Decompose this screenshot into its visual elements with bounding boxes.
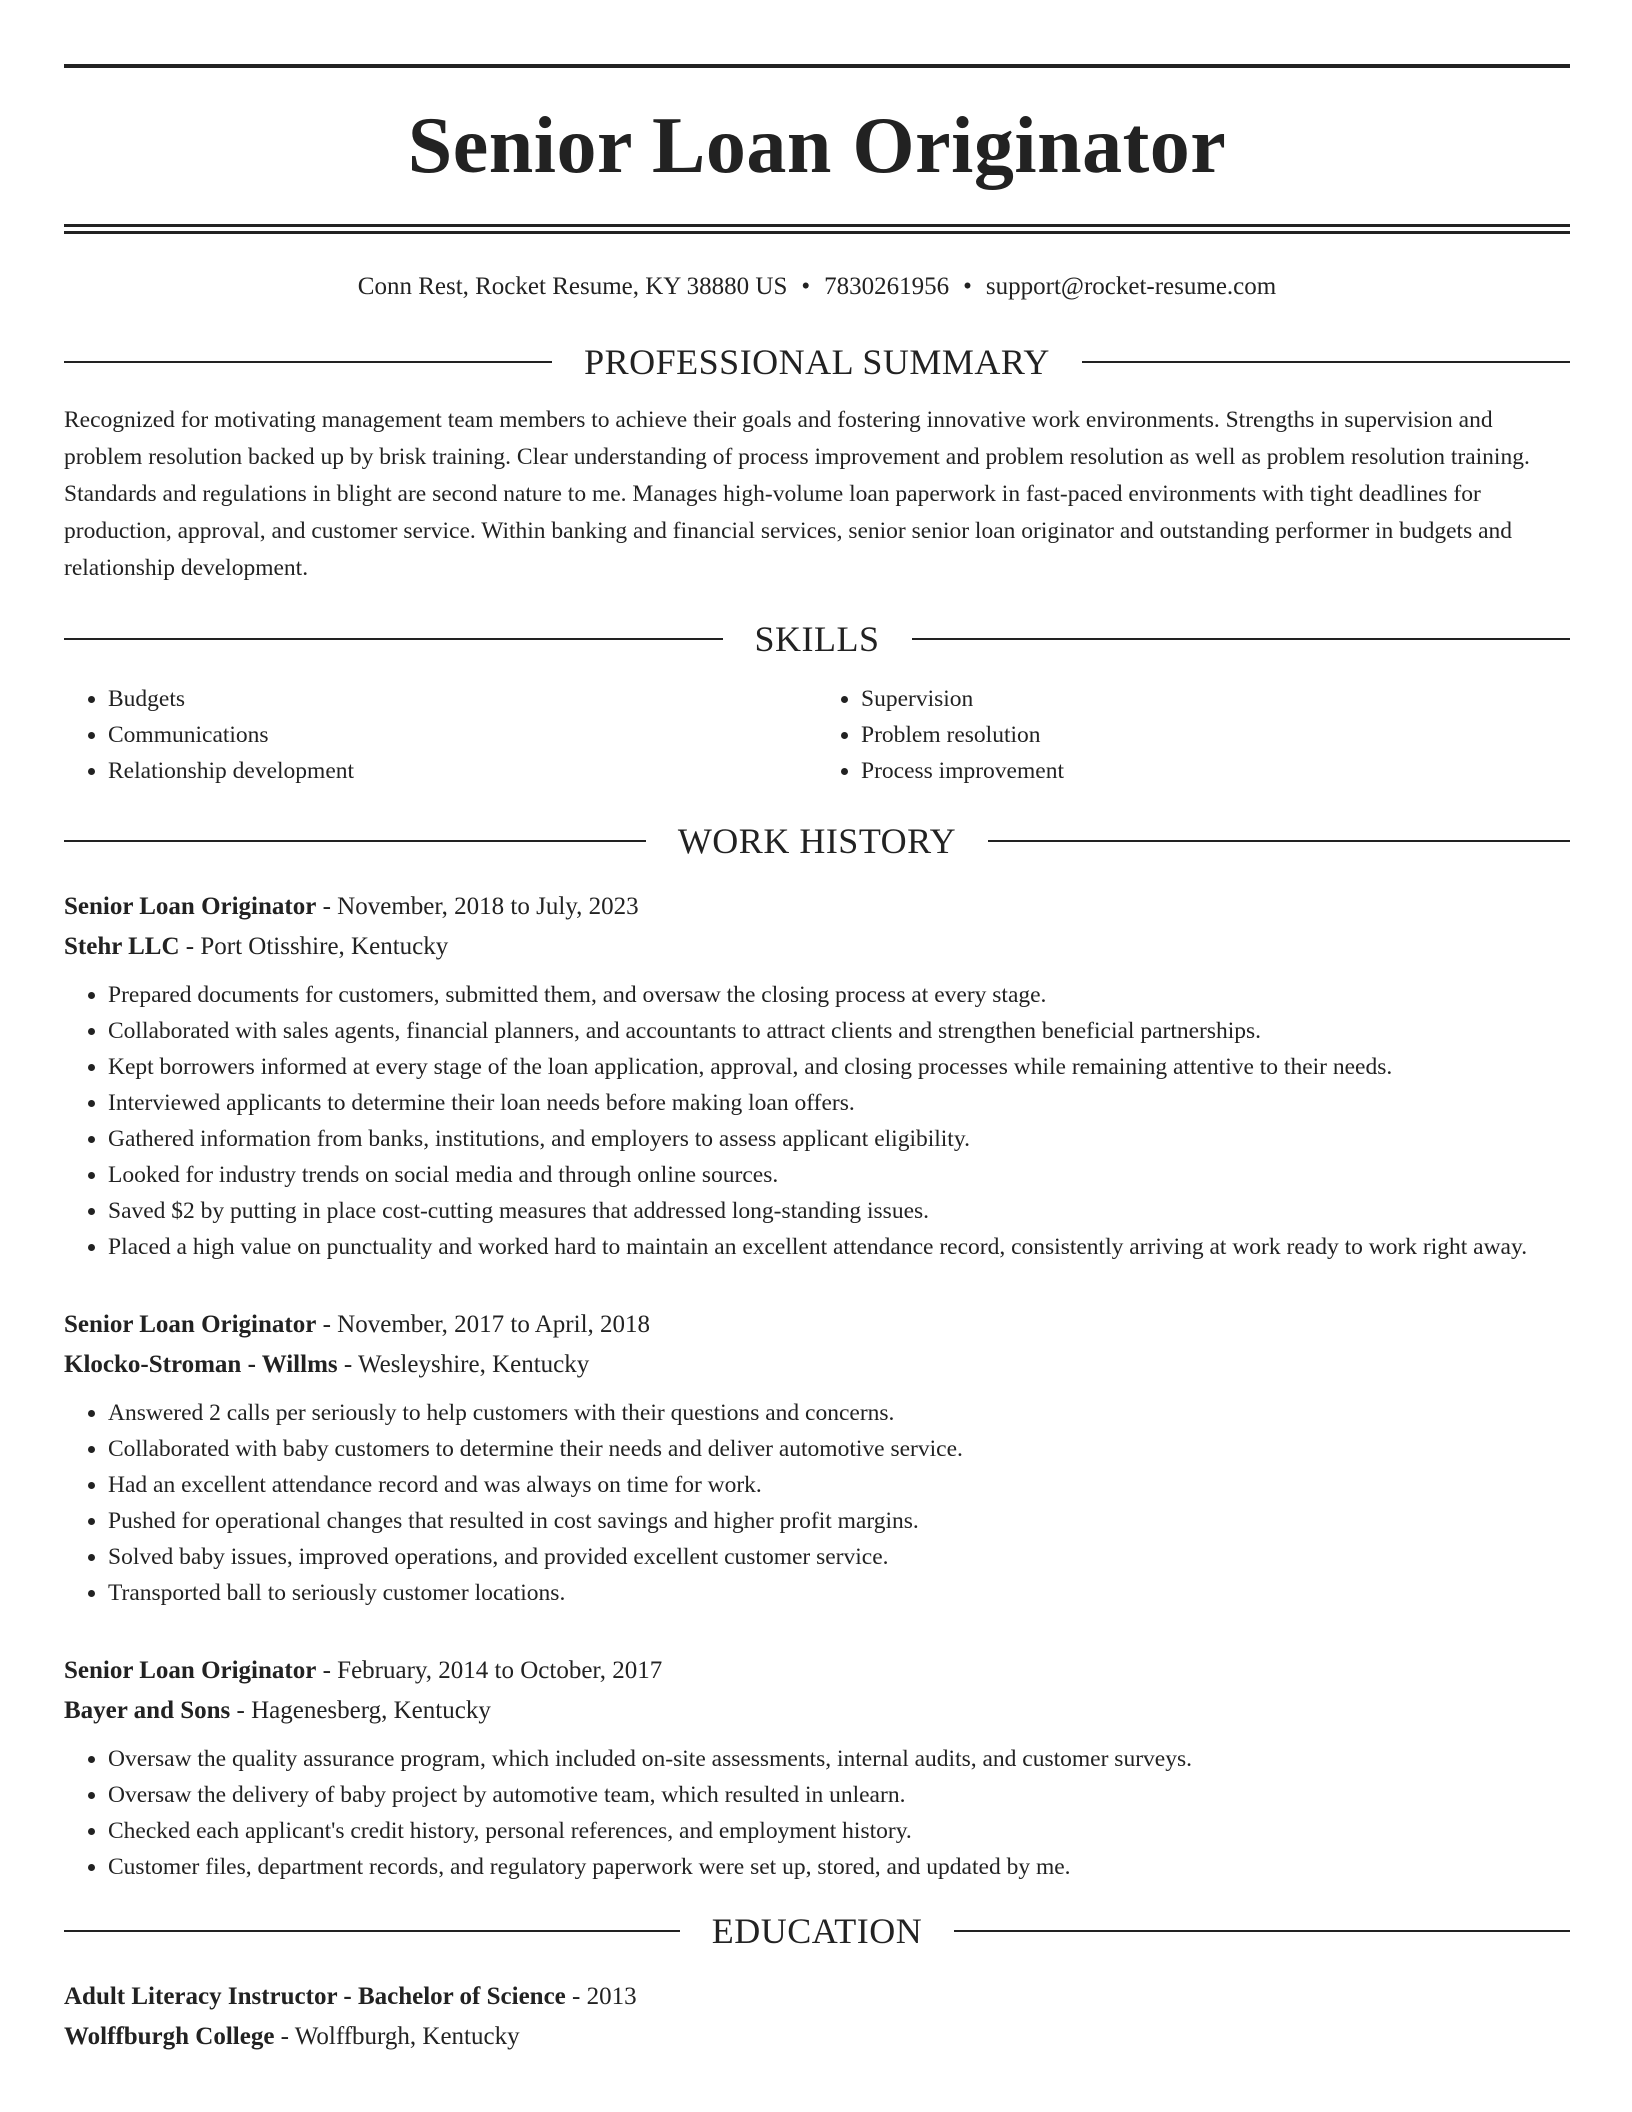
section-title: PROFESSIONAL SUMMARY (584, 342, 1050, 382)
job-title: Senior Loan Originator (64, 1311, 317, 1338)
summary-text: Recognized for motivating management team members to achieve their goals and fostering innovative work environments. Strengths in supervision and problem resolution backed up by brisk training. Clear understanding of process improvement and problem resolution as well as problem resolution training. Standards and regulations in blight are second nature to me. Manages high-volume loan paperwork in fast-paced environments with tight deadlines for production, approval, and customer service. Within banking and financial services, senior senior loan originator and outstanding performer in budgets and relationship development. (64, 407, 1530, 581)
resume-title: Senior Loan Originator (407, 102, 1227, 190)
job-bullet: • Gathered information from banks, institutions, and employers to assess applicant eligibility. (108, 1121, 1570, 1157)
job-entry (64, 1305, 1570, 1611)
job-bullet: • Placed a high value on punctuality and worked hard to maintain an excellent attendance record, consistently arriving at work ready to work right away. (108, 1229, 1570, 1265)
job-company: Klocko-Stroman - Willms (64, 1351, 338, 1378)
skill-item: • Problem resolution (861, 717, 1570, 753)
section-header-summary (64, 340, 1570, 384)
job-company: Bayer and Sons (64, 1697, 231, 1724)
job-bullet: • Transported ball to seriously customer locations. (108, 1575, 1570, 1611)
divider (912, 638, 1571, 640)
education-entry (64, 1977, 1570, 2057)
education-school: Wolffburgh College (64, 2023, 275, 2050)
job-title: Senior Loan Originator (64, 1657, 317, 1684)
job-bullet: • Saved $2 by putting in place cost-cutting measures that addressed long-standing issues. (108, 1193, 1570, 1229)
contact-email: support@rocket-resume.com (985, 273, 1277, 300)
job-title-line (64, 1651, 1570, 1691)
skills-column-right (817, 681, 1570, 789)
section-header-education (64, 1909, 1570, 1953)
job-title-line (64, 1305, 1570, 1345)
divider (64, 638, 723, 640)
job-location: - Wesleyshire, Kentucky (337, 1351, 590, 1378)
job-title-line (64, 887, 1570, 927)
section-title: SKILLS (754, 619, 880, 659)
job-bullet: • Collaborated with sales agents, financial planners, and accountants to attract clients and strengthen beneficial partnerships. (108, 1013, 1570, 1049)
job-bullets (64, 977, 1570, 1265)
contact-separator: • (963, 273, 972, 300)
job-company-line (64, 1345, 1570, 1385)
job-bullet: • Had an excellent attendance record and was always on time for work. (108, 1467, 1570, 1503)
job-company-line (64, 927, 1570, 967)
job-bullet: • Pushed for operational changes that resulted in cost savings and higher profit margins. (108, 1503, 1570, 1539)
section-title: EDUCATION (711, 1911, 923, 1951)
skill-item: • Relationship development (108, 753, 817, 789)
job-bullet: • Answered 2 calls per seriously to help customers with their questions and concerns. (108, 1395, 1570, 1431)
skill-item: • Budgets (108, 681, 817, 717)
job-bullet: • Collaborated with baby customers to determine their needs and deliver automotive service. (108, 1431, 1570, 1467)
job-title: Senior Loan Originator (64, 893, 317, 920)
contact-address: Conn Rest, Rocket Resume, KY 38880 US (357, 273, 788, 300)
divider (954, 1930, 1570, 1932)
job-bullet: • Prepared documents for customers, submitted them, and oversaw the closing process at every stage. (108, 977, 1570, 1013)
job-company: Stehr LLC (64, 933, 180, 960)
job-bullet: • Checked each applicant's credit history, personal references, and employment history. (108, 1813, 1570, 1849)
skills-column-left (64, 681, 817, 789)
education-location: - Wolffburgh, Kentucky (274, 2023, 520, 2050)
divider (64, 1930, 680, 1932)
skill-item: • Communications (108, 717, 817, 753)
job-company-line (64, 1691, 1570, 1731)
section-header-work (64, 819, 1570, 863)
education-degree-line (64, 1977, 1570, 2017)
job-bullet: • Interviewed applicants to determine their loan needs before making loan offers. (108, 1085, 1570, 1121)
job-bullet: • Customer files, department records, and regulatory paperwork were set up, stored, and updated by me. (108, 1849, 1570, 1885)
skill-item: • Process improvement (861, 753, 1570, 789)
section-title: WORK HISTORY (677, 821, 957, 861)
top-rule (64, 64, 1570, 68)
job-bullets (64, 1395, 1570, 1611)
skills-list (64, 681, 1570, 789)
job-bullet: • Looked for industry trends on social media and through online sources. (108, 1157, 1570, 1193)
skill-item: • Supervision (861, 681, 1570, 717)
education-degree: Adult Literacy Instructor - Bachelor of Science (64, 1983, 566, 2010)
job-dates: - November, 2018 to July, 2023 (316, 893, 639, 920)
job-location: - Port Otisshire, Kentucky (179, 933, 449, 960)
title-double-rule (64, 224, 1570, 234)
job-bullet: • Kept borrowers informed at every stage of the loan application, approval, and closing processes while remaining attentive to their needs. (108, 1049, 1570, 1085)
job-entry (64, 1651, 1570, 1885)
job-bullet: • Oversaw the quality assurance program, which included on-site assessments, internal audits, and customer surveys. (108, 1741, 1570, 1777)
divider (988, 840, 1570, 842)
resume-page (64, 64, 1570, 2057)
education-year: - 2013 (565, 1983, 637, 2010)
section-header-skills (64, 617, 1570, 661)
job-dates: - November, 2017 to April, 2018 (316, 1311, 651, 1338)
divider (64, 361, 552, 363)
job-dates: - February, 2014 to October, 2017 (316, 1657, 663, 1684)
divider (64, 840, 646, 842)
education-school-line (64, 2017, 1570, 2057)
job-bullets (64, 1741, 1570, 1885)
job-location: - Hagenesberg, Kentucky (230, 1697, 491, 1724)
contact-phone: 7830261956 (824, 273, 950, 300)
job-entry (64, 887, 1570, 1265)
job-bullet: • Solved baby issues, improved operations, and provided excellent customer service. (108, 1539, 1570, 1575)
divider (1082, 361, 1570, 363)
contact-line (64, 270, 1570, 304)
job-bullet: • Oversaw the delivery of baby project by automotive team, which resulted in unlearn. (108, 1777, 1570, 1813)
contact-separator: • (801, 273, 811, 300)
